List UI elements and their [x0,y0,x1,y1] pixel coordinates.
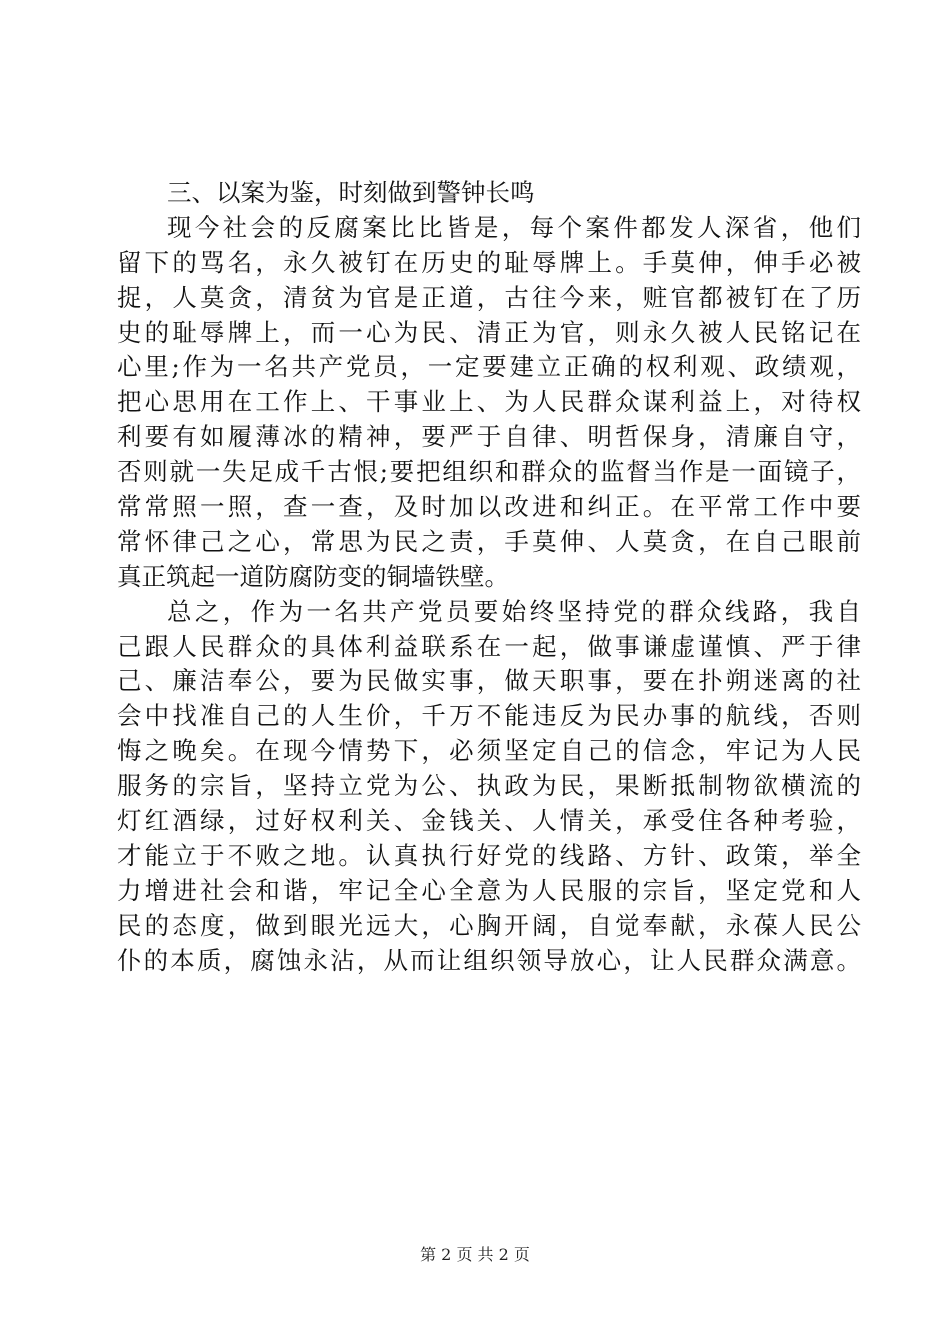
paragraph-line: 捉，人莫贪，清贫为官是正道，古往今来，赃官都被钉在了历 [117,282,861,312]
paragraph-line: 否则就一失足成千古恨;要把组织和群众的监督当作是一面镜子， [117,457,861,487]
paragraph-line: 常怀律己之心，常思为民之责，手莫伸、人莫贪，在自己眼前 [117,526,861,556]
paragraph-1 [117,211,861,595]
paragraph-line: 民的态度，做到眼光远大，心胸开阔，自觉奉献，永葆人民公 [117,910,861,940]
paragraph-line: 留下的骂名，永久被钉在历史的耻辱牌上。手莫伸，伸手必被 [117,247,861,277]
paragraph-line: 灯红酒绿，过好权利关、金钱关、人情关，承受住各种考验， [117,806,861,836]
paragraph-line: 悔之晚矣。在现今情势下，必须坚定自己的信念，牢记为人民 [117,736,861,766]
paragraph-line: 现今社会的反腐案比比皆是，每个案件都发人深省，他们 [167,212,861,242]
page-number-footer: 第 2 页 共 2 页 [420,1245,530,1264]
paragraph-line: 常常照一照，查一查，及时加以改进和纠正。在平常工作中要 [117,492,861,522]
paragraph-line: 才能立于不败之地。认真执行好党的线路、方针、政策，举全 [117,840,861,870]
document-body [117,176,861,978]
paragraph-line: 仆的本质，腐蚀永沾，从而让组织领导放心，让人民群众满意。 [117,945,861,975]
paragraph-line: 真正筑起一道防腐防变的铜墙铁壁。 [117,561,509,591]
paragraph-line: 己、廉洁奉公，要为民做实事，做天职事，要在扑朔迷离的社 [117,666,861,696]
paragraph-line: 己跟人民群众的具体利益联系在一起，做事谦虚谨慎、严于律 [117,631,861,661]
section-heading: 三、以案为鉴，时刻做到警钟长鸣 [167,178,535,207]
paragraph-line: 心里;作为一名共产党员，一定要建立正确的权利观、政绩观， [117,352,861,382]
paragraph-line: 力增进社会和谐，牢记全心全意为人民服的宗旨，坚定党和人 [117,875,861,905]
paragraph-2 [117,595,861,979]
paragraph-line: 史的耻辱牌上，而一心为民、清正为官，则永久被人民铭记在 [117,317,861,347]
paragraph-line: 利要有如履薄冰的精神，要严于自律、明哲保身，清廉自守， [117,422,861,452]
paragraph-line: 总之，作为一名共产党员要始终坚持党的群众线路，我自 [167,596,861,626]
paragraph-line: 服务的宗旨，坚持立党为公、执政为民，果断抵制物欲横流的 [117,771,861,801]
paragraph-line: 会中找准自己的人生价，千万不能违反为民办事的航线，否则 [117,701,861,731]
paragraph-line: 把心思用在工作上、干事业上、为人民群众谋利益上，对待权 [117,387,861,417]
